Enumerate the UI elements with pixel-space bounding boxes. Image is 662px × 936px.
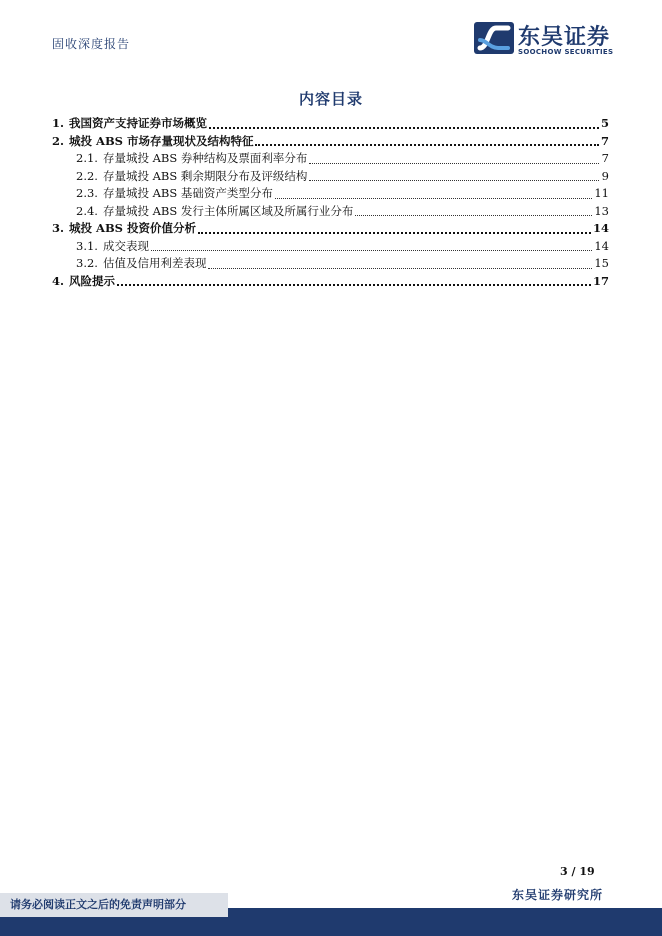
- disclaimer-notice: 请务必阅读正文之后的免责声明部分: [0, 893, 228, 917]
- toc-entry-number: 2.1.: [76, 151, 98, 165]
- toc-entry[interactable]: [52, 238, 609, 256]
- toc-entry-title: 城投 ABS 投资价值分析: [69, 221, 196, 235]
- toc-entry[interactable]: [52, 168, 609, 186]
- toc-entry-title: 存量城投 ABS 剩余期限分布及评级结构: [102, 168, 308, 183]
- toc-dot-leader: [208, 267, 592, 269]
- toc-entry-page: 13: [594, 203, 609, 218]
- toc-heading: 内容目录: [298, 90, 363, 108]
- toc-entry-page: 17: [592, 273, 609, 288]
- soochow-logo-icon: [474, 22, 514, 54]
- logo-name-cn: 东吴证券: [518, 25, 611, 50]
- toc-entry[interactable]: [52, 255, 609, 273]
- report-type-label: 固收深度报告: [52, 37, 131, 51]
- toc-entry[interactable]: [52, 150, 609, 168]
- page-indicator: 3 / 19: [560, 865, 595, 878]
- company-logo: [474, 20, 614, 60]
- toc-entry-page: 5: [600, 116, 609, 130]
- toc-entry-page: 14: [592, 221, 609, 235]
- toc-entry-number: 1.: [52, 116, 65, 130]
- toc-entry-number: 2.: [52, 133, 65, 148]
- toc-dot-leader: [355, 214, 592, 216]
- toc-dot-leader: [117, 283, 591, 286]
- toc-entry-number: 2.2.: [76, 168, 98, 183]
- toc-entry[interactable]: [52, 115, 609, 133]
- logo-name-en: SOOCHOW SECURITIES: [518, 48, 614, 56]
- toc-dot-leader: [209, 126, 599, 129]
- toc-entry-title: 我国资产支持证券市场概览: [69, 116, 208, 130]
- toc-entry-page: 15: [594, 256, 609, 270]
- toc-entry-title: 存量城投 ABS 券种结构及票面利率分布: [102, 151, 308, 165]
- toc-entry-title: 存量城投 ABS 发行主体所属区域及所属行业分布: [102, 203, 354, 218]
- toc-entry-title: 估值及信用利差表现: [102, 256, 207, 270]
- toc-dot-leader: [198, 231, 591, 234]
- toc-entry-page: 7: [601, 151, 609, 165]
- toc-entry-page: 14: [594, 238, 609, 253]
- toc-dot-leader: [309, 179, 599, 181]
- toc-entry-number: 3.: [52, 221, 65, 235]
- toc-entry-number: 3.1.: [76, 238, 98, 253]
- toc-entry[interactable]: [52, 133, 609, 151]
- toc-entry-number: 2.4.: [76, 203, 98, 218]
- toc-entry[interactable]: [52, 203, 609, 221]
- toc-entry-page: 9: [601, 168, 609, 183]
- toc-entry-number: 2.3.: [76, 186, 98, 200]
- toc-entry-title: 城投 ABS 市场存量现状及结构特征: [69, 133, 254, 148]
- toc-entry-title: 存量城投 ABS 基础资产类型分布: [102, 186, 273, 200]
- footer-organization: 东吴证券研究所: [512, 888, 604, 902]
- toc-dot-leader: [309, 162, 599, 164]
- toc-entry-page: 7: [600, 133, 609, 148]
- toc-entry[interactable]: [52, 273, 609, 291]
- toc-entry-page: 11: [594, 186, 609, 200]
- toc-entry[interactable]: [52, 185, 609, 203]
- toc-entry-number: 3.2.: [76, 256, 98, 270]
- toc-entry-title: 成交表现: [102, 238, 149, 253]
- toc-entry[interactable]: [52, 220, 609, 238]
- toc-dot-leader: [275, 197, 592, 199]
- toc-dot-leader: [151, 249, 592, 251]
- table-of-contents: [52, 115, 609, 290]
- toc-dot-leader: [255, 143, 599, 146]
- toc-entry-number: 4.: [52, 273, 65, 288]
- toc-entry-title: 风险提示: [69, 273, 116, 288]
